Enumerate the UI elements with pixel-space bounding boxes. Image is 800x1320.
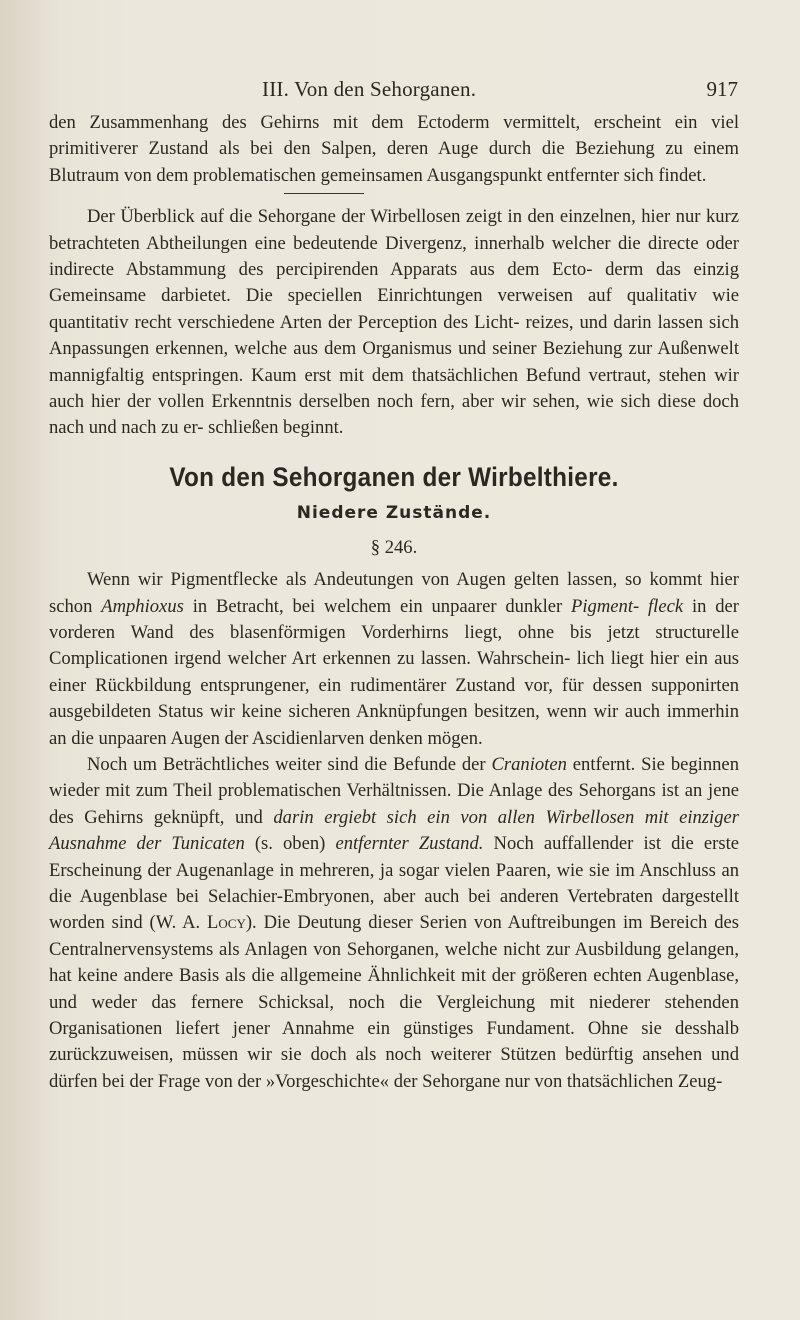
text-run: entfernt. Sie beginnen wieder mit zum Theil problematischen Verhältnissen. Die Anlage des Sehorgans ist an jene des Gehirns geknüpft, und <box>49 753 739 828</box>
page-number: 917 <box>706 77 738 101</box>
section-subheading: Niedere Zustände. <box>296 503 492 524</box>
section-number: § 246. <box>370 536 418 558</box>
paragraph-amphioxus <box>49 567 739 752</box>
italic-phrase: darin ergiebt sich ein von allen Wirbellosen mit einziger Ausnahme der Tunicaten <box>49 806 739 855</box>
italic-phrase: entfernter Zustand. <box>335 833 484 855</box>
italic-term: Amphioxus <box>101 595 184 617</box>
italic-term: Cranioten <box>491 753 567 775</box>
italic-term: Pigment- fleck <box>571 595 684 617</box>
chapter-heading: Von den Sehorganen der Wirbelthiere. <box>169 461 619 492</box>
text-run: Wenn wir Pigmentflecke als Andeutungen von Augen gelten lassen, so kommt hier schon <box>49 569 739 617</box>
separator-rule <box>284 193 364 194</box>
page-header <box>0 77 800 107</box>
text-run: Noch auffallender ist die erste Erscheinung der Augenanlage in mehreren, ja sogar vielen Paaren, wie sie im Anschluss an die Augenblase bei Selachier-Embryonen, aber auch bei anderen Vertebraten dargestellt worden sind (W. A. <box>49 833 739 934</box>
running-head: III. Von den Sehorganen. <box>262 77 477 101</box>
paragraph-continuation: den Zusammenhang des Gehirns mit dem Ectoderm vermittelt, erscheint ein viel primitiverer Zustand als bei den Salpen, deren Auge durch die Beziehung zu einem Blutraum von dem problematischen gemeinsamen Ausgangspunkt entfernter sich findet. <box>49 112 739 186</box>
text-run: ). Die Deutung dieser Serien von Auftreibungen im Bereich des Centralnervensystems als Anlagen von Sehorganen, welche nicht zur Ausbildung gelangen, hat keine andere Basis als die allgemeine Ähnlichkeit mit der größeren echten Augenblase, und weder das fernere Schicksal, noch die Vergleichung mit niederer stehenden Organisationen liefert jener Annahme ein günstiges Fundament. Ohne sie desshalb zurückzuweisen, müssen wir sie doch als noch weiterer Stützen bedürftig ansehen und dürfen bei der Frage von der »Vorgeschichte« der Sehorgane nur von thatsächlichen Zeug- <box>49 912 739 1092</box>
text-run: Noch um Beträchtliches weiter sind die Befunde der <box>87 753 492 775</box>
author-name: Locy <box>207 912 246 934</box>
paragraph-overview: Der Überblick auf die Sehorgane der Wirbellosen zeigt in den einzelnen, hier nur kurz betrachteten Abtheilungen eine bedeutende Divergenz, innerhalb welcher die directe oder indirecte Abstammung des percipirenden Apparats aus dem Ecto- derm das einzig Gemeinsame darbietet. Die speciellen Einrichtungen verweisen auf qualitativ wie quantitativ recht verschiedene Arten der Perception des Licht- reizes, und darin lassen sich Anpassungen erkennen, welche aus dem Organismus und seiner Beziehung zur Außenwelt mannigfaltig entspringen. Kaum erst mit dem thatsächlichen Befund vertraut, stehen wir auch hier der vollen Erkenntnis derselben noch fern, aber wir sehen, wie sich diese doch nach und nach zu er- schließen beginnt. <box>49 206 739 439</box>
text-run: (s. oben) <box>244 833 336 855</box>
text-run: in der vorderen Wand des blasenförmigen Vorderhirns liegt, ohne bis jetzt structurelle Complicationen irgend welcher Art erkennen zu lassen. Wahrschein- lich liegt hier ein aus einer Rückbildung entsprungener, ein rudimentärer Zustand vor, für dessen supponirten ausgebildeten Status wir keine sicheren Anknüpfungen besitzen, wenn wir auch immerhin an die unpaaren Augen der Ascidienlarven denken mögen. <box>49 595 739 749</box>
page-body <box>49 110 739 1095</box>
paragraph-cranioten <box>49 752 739 1095</box>
text-run: in Betracht, bei welchem ein unpaarer dunkler <box>183 595 572 617</box>
